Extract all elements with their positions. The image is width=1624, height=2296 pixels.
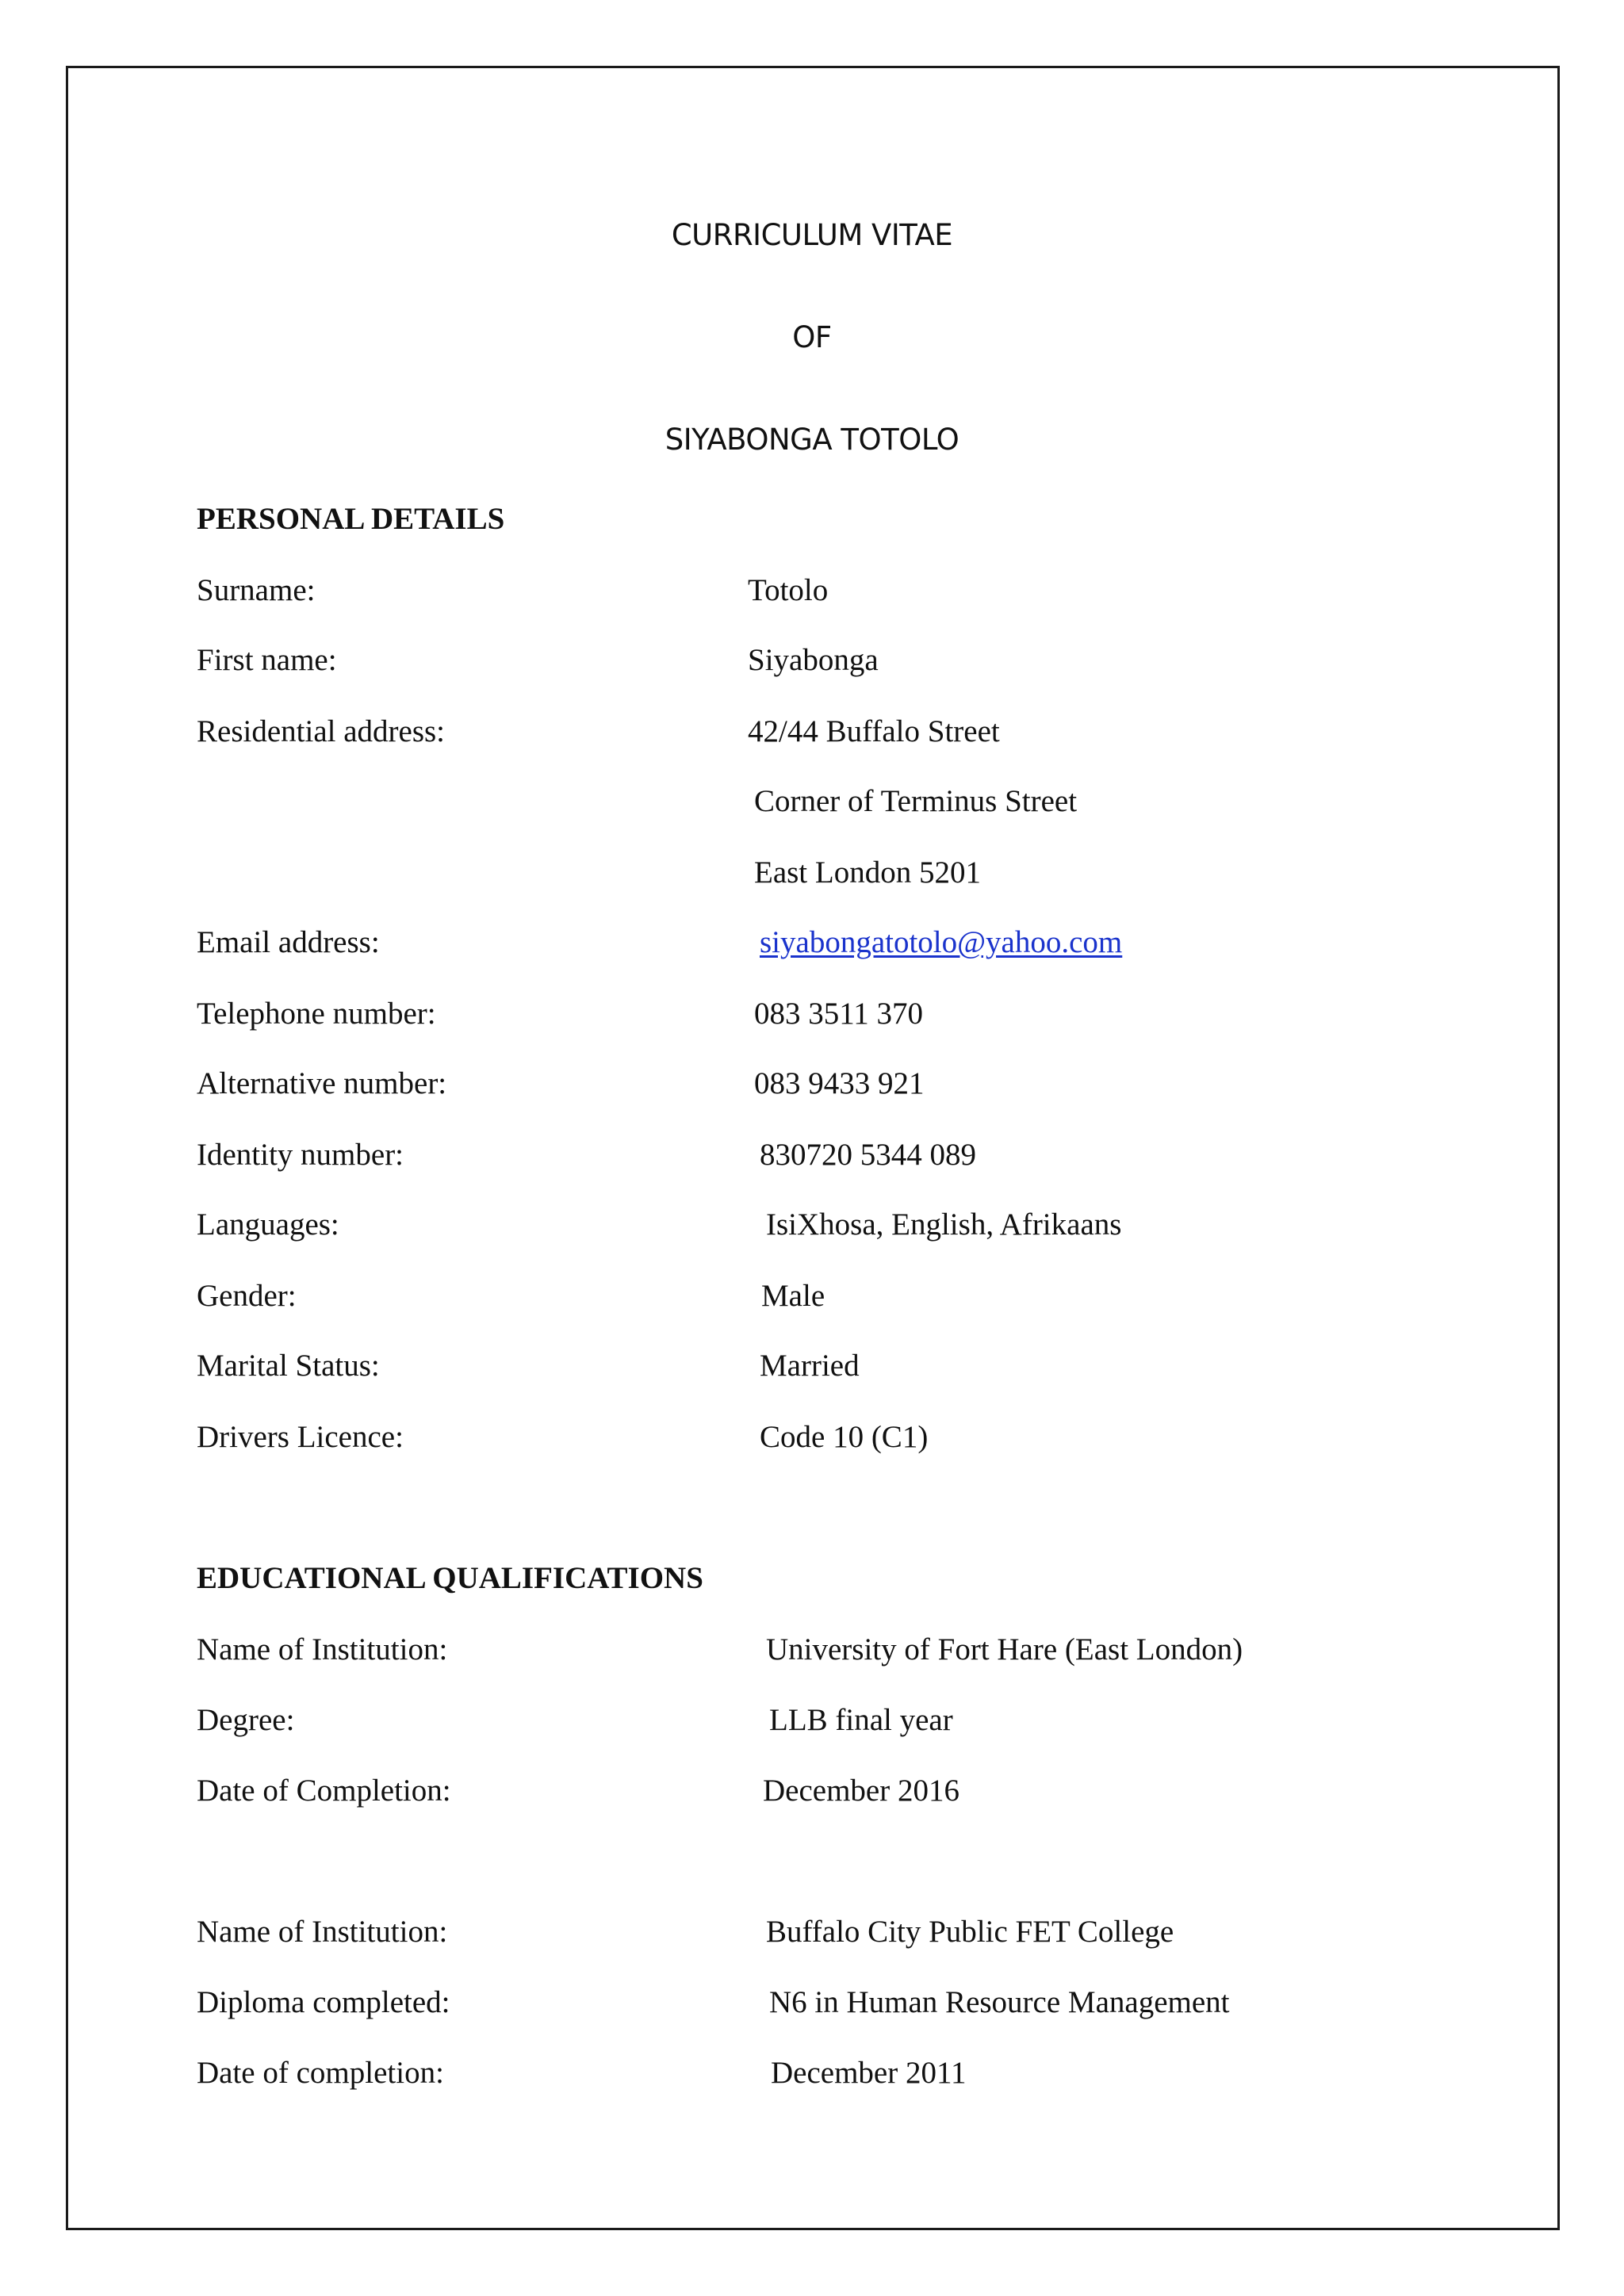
address-label: Residential address: — [197, 714, 446, 748]
degree-value: LLB final year — [769, 1703, 953, 1737]
gender-value: Male — [761, 1279, 825, 1313]
institution-value: University of Fort Hare (East London) — [766, 1632, 1243, 1667]
languages-value: IsiXhosa, English, Afrikaans — [766, 1207, 1122, 1242]
languages-label: Languages: — [197, 1207, 339, 1242]
address-line-3: East London 5201 — [754, 855, 981, 890]
degree-label: Degree: — [197, 1703, 295, 1737]
completion-date-value: December 2011 — [771, 2056, 967, 2090]
address-line-2: Corner of Terminus Street — [754, 784, 1078, 818]
education-heading: EDUCATIONAL QUALIFICATIONS — [197, 1561, 703, 1595]
surname-label: Surname: — [197, 573, 316, 607]
cv-title: CURRICULUM VITAE — [671, 218, 953, 252]
diploma-label: Diploma completed: — [197, 1985, 450, 2019]
address-line-1: 42/44 Buffalo Street — [748, 714, 1000, 748]
institution-label: Name of Institution: — [197, 1915, 448, 1949]
telephone-label: Telephone number: — [197, 997, 436, 1031]
surname-value: Totolo — [748, 573, 829, 607]
gender-label: Gender: — [197, 1279, 297, 1313]
telephone-value: 083 3511 370 — [754, 997, 924, 1031]
first-name-value: Siyabonga — [748, 643, 879, 677]
email-label: Email address: — [197, 925, 380, 959]
cv-title-of: OF — [792, 320, 832, 354]
drivers-licence-value: Code 10 (C1) — [760, 1420, 929, 1454]
first-name-label: First name: — [197, 643, 337, 677]
completion-date-label: Date of Completion: — [197, 1774, 451, 1808]
drivers-licence-label: Drivers Licence: — [197, 1420, 404, 1454]
cv-candidate-name: SIYABONGA TOTOLO — [665, 423, 959, 457]
email-link[interactable]: siyabongatotolo@yahoo.com — [760, 925, 1123, 959]
personal-details-heading: PERSONAL DETAILS — [197, 502, 505, 536]
institution-label: Name of Institution: — [197, 1632, 448, 1667]
marital-status-value: Married — [760, 1349, 860, 1383]
completion-date-value: December 2016 — [763, 1774, 959, 1808]
alternative-number-label: Alternative number: — [197, 1066, 447, 1100]
identity-number-label: Identity number: — [197, 1138, 404, 1172]
institution-value: Buffalo City Public FET College — [766, 1915, 1174, 1949]
diploma-value: N6 in Human Resource Management — [769, 1985, 1230, 2019]
marital-status-label: Marital Status: — [197, 1349, 380, 1383]
identity-number-value: 830720 5344 089 — [760, 1138, 976, 1172]
alternative-number-value: 083 9433 921 — [754, 1066, 925, 1100]
completion-date-label: Date of completion: — [197, 2056, 444, 2090]
